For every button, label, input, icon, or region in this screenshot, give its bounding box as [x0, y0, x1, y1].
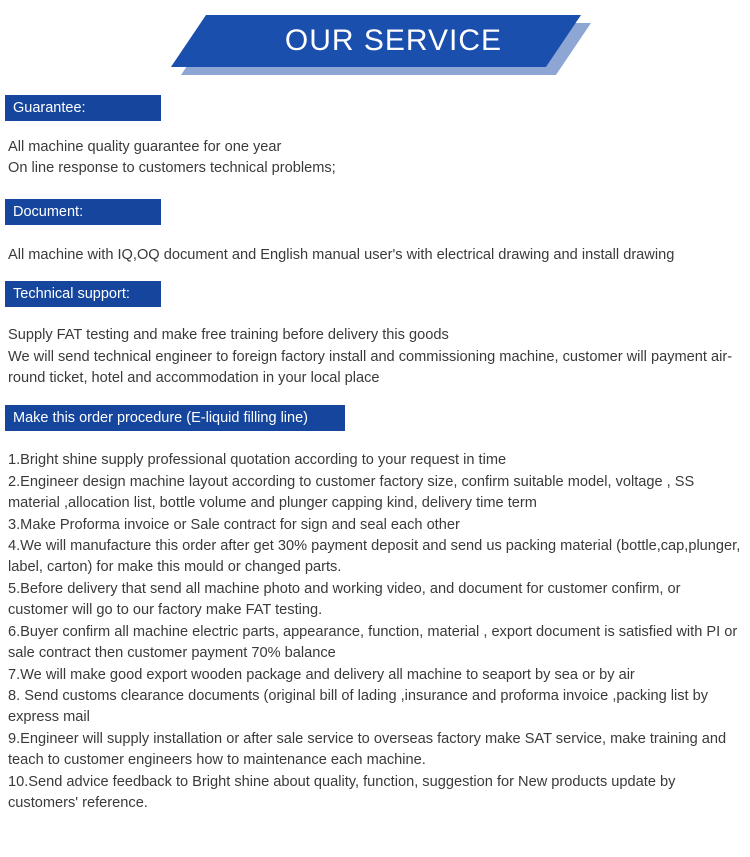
text-line: 8. Send customs clearance documents (original bill of lading ,insurance and proforma invoice ,packing list by express mail: [8, 687, 709, 726]
text-line: 1.Bright shine supply professional quotation according to your request in time: [8, 452, 507, 469]
section-header-guarantee: [5, 95, 161, 121]
text-line: 3.Make Proforma invoice or Sale contract for sign and seal each other: [8, 516, 460, 533]
section-header-label: Make this order procedure (E-liquid filling line): [13, 410, 308, 427]
section-header-label: Guarantee:: [13, 100, 86, 116]
section-header-order-procedure: [5, 405, 345, 431]
section-header-label: Document:: [13, 203, 84, 220]
section-body-technical-support: [8, 325, 742, 389]
text-line: Supply FAT testing and make free training before delivery this goods: [8, 327, 449, 344]
our-service-banner: [0, 0, 750, 75]
section-header-technical-support: [5, 281, 161, 307]
section-body-guarantee: [8, 137, 742, 180]
section-header-document: [5, 199, 161, 225]
text-line: 7.We will make good export wooden package and delivery all machine to seaport by sea or by air: [8, 666, 635, 683]
text-line: 2.Engineer design machine layout according to customer factory size, confirm suitable model, voltage , SS material ,allocation list, bottle volume and plunger capping kind, delivery time term: [8, 473, 695, 512]
text-line: 9.Engineer will supply installation or after sale service to overseas factory make SAT service, make training and teach to customer engineers how to maintenance each machine.: [8, 730, 727, 769]
text-line: 6.Buyer confirm all machine electric parts, appearance, function, material , export document is satisfied with PI or sale contract then customer payment 70% balance: [8, 623, 738, 662]
page-title: OUR SERVICE: [284, 24, 503, 57]
text-line: All machine quality guarantee for one year: [8, 139, 282, 155]
text-line: We will send technical engineer to foreign factory install and commissioning machine, customer will payment air-round ticket, hotel and accommodation in your local place: [8, 348, 733, 387]
text-line: 10.Send advice feedback to Bright shine about quality, function, suggestion for New products update by customers' reference.: [8, 773, 676, 811]
section-body-order-procedure: [8, 450, 742, 814]
section-body-document: [8, 245, 742, 266]
text-line: All machine with IQ,OQ document and English manual user's with electrical drawing and install drawing: [8, 246, 675, 263]
text-line: On line response to customers technical problems;: [8, 160, 336, 177]
text-line: 5.Before delivery that send all machine photo and working video, and document for customer confirm, or customer will go to our factory make FAT testing.: [8, 580, 681, 619]
section-header-label: Technical support:: [13, 286, 130, 303]
text-line: 4.We will manufacture this order after get 30% payment deposit and send us packing material (bottle,cap,plunger, label, carton) for make this mould or changed parts.: [8, 538, 741, 576]
